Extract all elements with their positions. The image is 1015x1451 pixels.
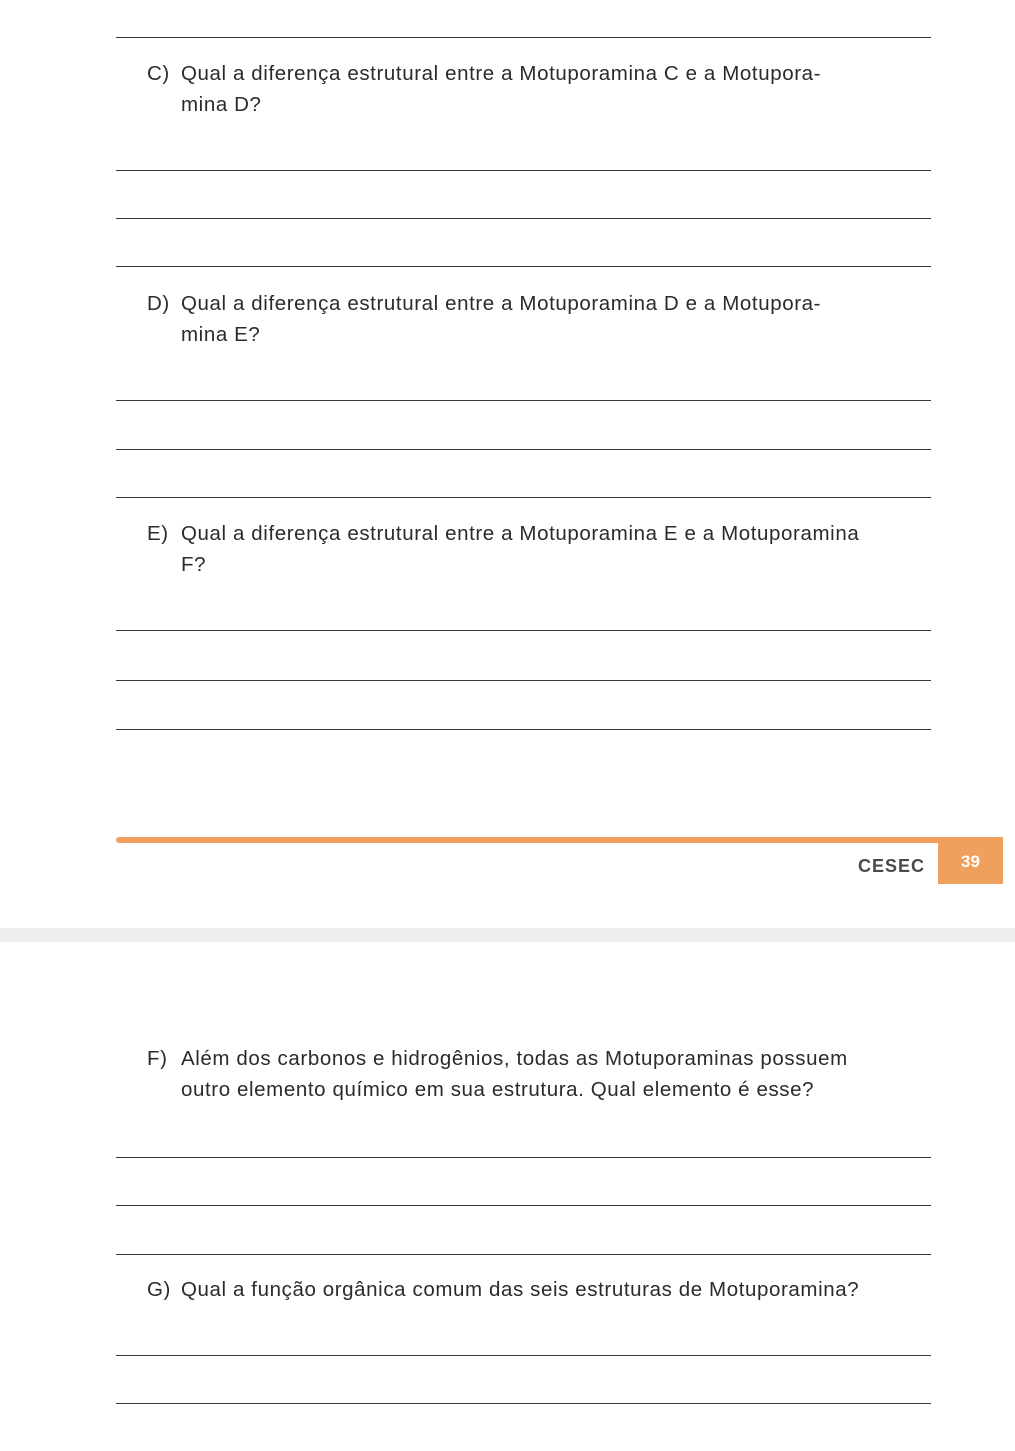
answer-line [116, 630, 931, 631]
question-letter: C) [147, 62, 170, 85]
question-g [147, 1274, 939, 1305]
answer-line [116, 1355, 931, 1356]
answer-line [116, 1403, 931, 1404]
question-letter: E) [147, 522, 169, 545]
footer-label: CESEC [858, 856, 926, 876]
answer-line [116, 170, 931, 171]
question-text-line-2: F? [181, 553, 207, 576]
question-text-line-2: mina E? [181, 323, 261, 346]
answer-line [116, 729, 931, 730]
question-d [147, 288, 939, 350]
question-text-line-1: Qual a função orgânica comum das seis estruturas de Motuporamina? [181, 1278, 860, 1301]
question-text-line-2: mina D? [181, 93, 262, 116]
answer-line [116, 680, 931, 681]
answer-line [116, 37, 931, 38]
question-letter: D) [147, 292, 170, 315]
question-c [147, 58, 939, 120]
question-letter: G) [147, 1278, 171, 1301]
question-text-line-2: outro elemento químico em sua estrutura. Qual elemento é esse? [181, 1078, 815, 1101]
answer-line [116, 1254, 931, 1255]
answer-line [116, 400, 931, 401]
footer-accent-rule [116, 837, 1003, 843]
answer-line [116, 218, 931, 219]
question-e [147, 518, 939, 580]
answer-line [116, 497, 931, 498]
question-letter: F) [147, 1047, 168, 1070]
page-40 [0, 942, 1015, 1451]
answer-line [116, 266, 931, 267]
question-f [147, 1043, 939, 1105]
question-text-line-1: Além dos carbonos e hidrogênios, todas as Motuporaminas possuem [181, 1047, 848, 1070]
question-text-line-1: Qual a diferença estrutural entre a Motuporamina D e a Motupora- [181, 292, 822, 315]
answer-line [116, 1157, 931, 1158]
answer-line [116, 1205, 931, 1206]
question-text-line-1: Qual a diferença estrutural entre a Motuporamina C e a Motupora- [181, 62, 822, 85]
page-separator [0, 928, 1015, 942]
question-text-line-1: Qual a diferença estrutural entre a Motuporamina E e a Motuporamina [181, 522, 860, 545]
answer-line [116, 449, 931, 450]
page-number: 39 [938, 840, 1003, 884]
